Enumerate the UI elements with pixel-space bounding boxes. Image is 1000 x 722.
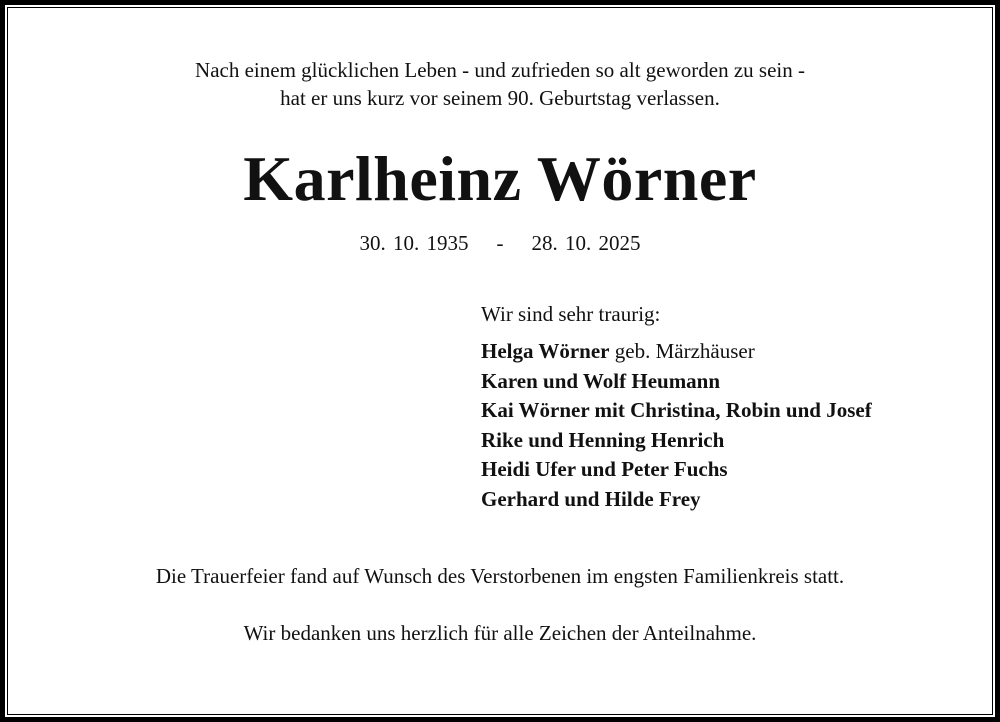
mourner: [481, 485, 872, 515]
mourner: [481, 337, 872, 367]
intro-line-1: Nach einem glücklichen Leben - und zufrieden so alt geworden zu sein -: [195, 58, 805, 82]
mourner-name: Gerhard und Hilde Frey: [481, 486, 701, 511]
mourner-name: Kai Wörner mit Christina, Robin und Josef: [481, 398, 872, 422]
thanks-note: Wir bedanken uns herzlich für alle Zeichen der Anteilnahme.: [243, 621, 757, 645]
death-date: 28. 10. 2025: [531, 231, 641, 255]
mourner-note: geb. Märzhäuser: [609, 339, 755, 363]
life-dates: [0, 231, 1000, 256]
funeral-note: Die Trauerfeier fand auf Wunsch des Verstorbenen im engsten Familienkreis statt.: [155, 564, 845, 588]
mourner-name: Helga Wörner: [481, 339, 610, 363]
mourner: [481, 455, 872, 485]
mourners-list: [481, 337, 872, 514]
mourner: [481, 426, 872, 456]
date-separator: -: [496, 231, 504, 255]
mourner-name: Rike und Henning Henrich: [481, 427, 725, 452]
mourners-intro: Wir sind sehr traurig:: [481, 302, 661, 326]
mourner-name: Heidi Ufer und Peter Fuchs: [481, 457, 728, 481]
birth-date: 30. 10. 1935: [359, 231, 469, 255]
intro-line-2: hat er uns kurz vor seinem 90. Geburtstag verlassen.: [280, 86, 720, 110]
mourner-name: Karen und Wolf Heumann: [481, 368, 721, 393]
mourner: [481, 396, 872, 426]
mourner: [481, 367, 872, 397]
deceased-name: Karlheinz Wörner: [243, 143, 757, 214]
